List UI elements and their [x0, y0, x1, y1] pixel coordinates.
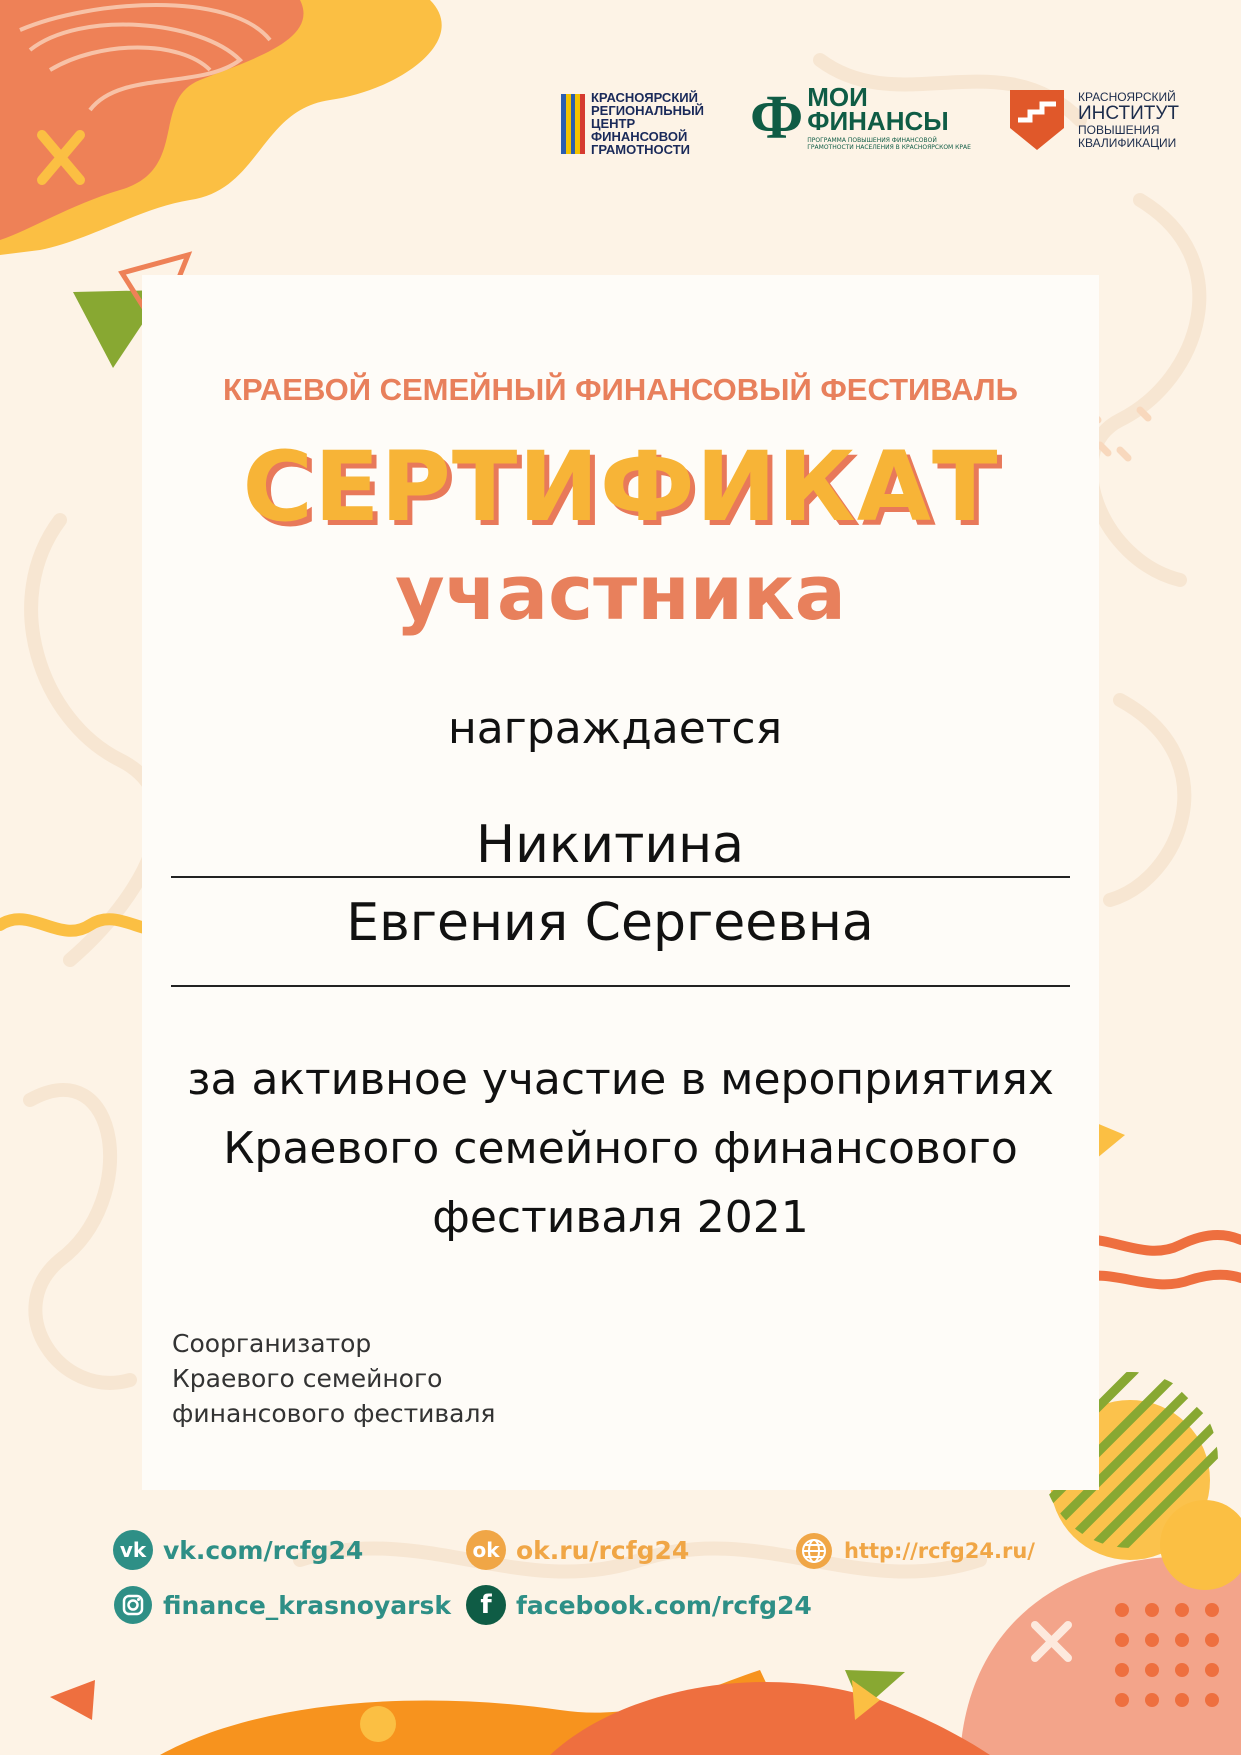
- certificate-title: СЕРТИФИКАТ: [242, 431, 999, 543]
- organizer-block: [172, 1326, 495, 1431]
- regional-center-logo-text: КРАСНОЯРСКИЙ РЕГИОНАЛЬНЫЙ ЦЕНТР ФИНАНСОВОЙ ГРАМОТНОСТИ: [591, 90, 705, 157]
- reason-line3: фестиваля 2021: [432, 1192, 809, 1243]
- recipient-given-names: Евгения Сергеевна: [346, 893, 874, 953]
- reason-line1: за активное участие в мероприятиях: [187, 1054, 1054, 1105]
- institute-line4: КВАЛИФИКАЦИИ: [1078, 135, 1177, 150]
- institute-line1: КРАСНОЯРСКИЙ: [1078, 89, 1176, 104]
- facebook-link-text: facebook.com/rcfg24: [516, 1590, 812, 1620]
- reason-line2: Краевого семейного финансового: [223, 1123, 1018, 1174]
- instagram-link-text: finance_krasnoyarsk: [163, 1590, 451, 1620]
- finance-tagline: ПРОГРАММА ПОВЫШЕНИЯ ФИНАНСОВОЙ ГРАМОТНОСТИ НАСЕЛЕНИЯ В КРАСНОЯРСКОМ КРАЕ: [807, 137, 971, 151]
- globe-icon: [794, 1531, 834, 1571]
- organizer-line2: Краевого семейного: [172, 1364, 443, 1393]
- organizer-line3: финансового фестиваля: [172, 1399, 496, 1428]
- facebook-icon: f: [466, 1585, 506, 1625]
- instagram-link[interactable]: [113, 1585, 451, 1625]
- regional-center-logo-icon: [561, 94, 585, 154]
- recipient-surname: Никитина: [475, 815, 745, 875]
- institute-logo: [1010, 90, 1179, 150]
- my-finances-logo: [750, 82, 977, 152]
- website-link-text: http://rcfg24.ru/: [844, 1539, 1035, 1563]
- ok-link[interactable]: [466, 1530, 689, 1570]
- website-link[interactable]: [794, 1531, 1035, 1571]
- finance-word2: ФИНАНСЫ: [807, 106, 949, 136]
- vk-link-text: vk.com/rcfg24: [163, 1535, 364, 1565]
- instagram-icon: [113, 1585, 153, 1625]
- finance-symbol-icon: Ф: [750, 84, 804, 152]
- institute-shield-icon: [1010, 90, 1064, 150]
- institute-line2: ИНСТИТУТ: [1078, 102, 1180, 124]
- name-underline-1: [171, 876, 1070, 878]
- name-underline-2: [171, 985, 1070, 987]
- award-reason: [0, 1045, 1241, 1252]
- regional-center-logo: [561, 91, 704, 156]
- certificate-subtitle: участника: [395, 548, 846, 637]
- facebook-link[interactable]: [466, 1585, 812, 1625]
- vk-link[interactable]: [113, 1530, 363, 1570]
- organizer-line1: Соорганизатор: [172, 1329, 372, 1358]
- festival-title: КРАЕВОЙ СЕМЕЙНЫЙ ФИНАНСОВЫЙ ФЕСТИВАЛЬ: [223, 372, 1018, 407]
- finance-word1: МОИ: [807, 82, 868, 112]
- ok-link-text: ok.ru/rcfg24: [516, 1535, 690, 1565]
- institute-line3: ПОВЫШЕНИЯ: [1078, 122, 1160, 137]
- ok-icon: ok: [466, 1530, 506, 1570]
- vk-icon: vk: [113, 1530, 153, 1570]
- awarded-text: награждается: [447, 703, 783, 754]
- partner-logos: [0, 82, 1241, 165]
